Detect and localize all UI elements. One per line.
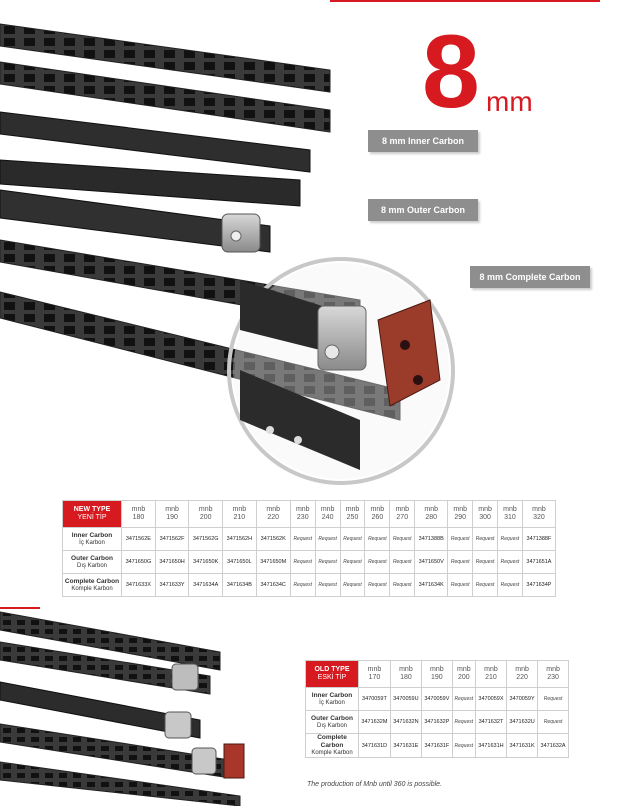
table-cell: Request (290, 551, 315, 574)
table-cell: 3471634B (223, 574, 256, 597)
table-cell: 3471632U (507, 711, 538, 734)
table-cell: Request (290, 528, 315, 551)
row-label: Inner Carbon İç Karbon (63, 528, 122, 551)
table-row (306, 734, 569, 758)
table-cell: Request (498, 551, 523, 574)
column-header: mnb 230 (290, 501, 315, 528)
table-cell: 3471634A (189, 574, 223, 597)
old-type-subtitle: ESKİ TİP (317, 674, 347, 681)
table-cell: 3471650G (122, 551, 156, 574)
table-cell: Request (452, 688, 475, 711)
row-label: Complete Carbon Komple Karbon (63, 574, 122, 597)
table-cell: 3471632M (359, 711, 391, 734)
table-cell: 3471632T (475, 711, 506, 734)
table-cell: 3471650H (155, 551, 188, 574)
size-unit: mm (486, 86, 533, 117)
column-header: mnb 280 (415, 501, 448, 528)
table-cell: 3471632P (421, 711, 452, 734)
table-cell: 3471651A (522, 551, 555, 574)
new-type-subtitle: YENİ TİP (77, 514, 107, 521)
table-cell: Request (365, 574, 390, 597)
table-cell: Request (538, 711, 569, 734)
column-header: mnb 180 (390, 661, 421, 688)
table-cell: 3470059Y (507, 688, 538, 711)
column-header: mnb 320 (522, 501, 555, 528)
row-label: Outer Carbon Dış Karbon (306, 711, 359, 734)
table-cell: Request (315, 551, 340, 574)
table-cell: Request (498, 574, 523, 597)
column-header: mnb 220 (507, 661, 538, 688)
new-type-table (62, 500, 556, 597)
outer-carbon-label: 8 mm Outer Carbon (368, 199, 478, 221)
table-cell: 3471633Y (155, 574, 188, 597)
table-row (306, 688, 569, 711)
column-header: mnb 190 (421, 661, 452, 688)
table-cell: Request (390, 574, 415, 597)
table-cell: 3471562E (122, 528, 156, 551)
table-cell: Request (390, 551, 415, 574)
column-header: mnb 270 (390, 501, 415, 528)
carbon-rails-photo (0, 0, 480, 492)
table-cell: 3471650L (223, 551, 256, 574)
old-type-rails-photo (0, 600, 255, 806)
table-cell: Request (452, 711, 475, 734)
table-row (63, 574, 556, 597)
table-cell: 3471562K (256, 528, 290, 551)
inner-carbon-label: 8 mm Inner Carbon (368, 130, 478, 152)
column-header: mnb 200 (189, 501, 223, 528)
row-label: Complete Carbon Komple Karbon (306, 734, 359, 758)
table-cell: 3471562G (189, 528, 223, 551)
table-cell: Request (315, 574, 340, 597)
table-cell: Request (390, 528, 415, 551)
column-header: mnb 210 (475, 661, 506, 688)
table-cell: 3470059X (475, 688, 506, 711)
column-header: mnb 310 (498, 501, 523, 528)
table-cell: Request (538, 688, 569, 711)
size-title (422, 14, 533, 130)
table-cell: Request (340, 528, 365, 551)
table-cell: 3471388B (415, 528, 448, 551)
column-header: mnb 260 (365, 501, 390, 528)
table-cell: 3470059V (421, 688, 452, 711)
row-label: Inner Carbon İç Karbon (306, 688, 359, 711)
table-cell: 3471632N (390, 711, 421, 734)
table-cell: 3471650K (189, 551, 223, 574)
old-type-table (305, 660, 569, 758)
table-cell: 3471634K (415, 574, 448, 597)
column-header: mnb 190 (155, 501, 188, 528)
table-cell: 3471631D (359, 734, 391, 758)
column-header: mnb 180 (122, 501, 156, 528)
table-cell: Request (498, 528, 523, 551)
column-header: mnb 300 (473, 501, 498, 528)
table-cell: 3471631K (507, 734, 538, 758)
row-label: Outer Carbon Dış Karbon (63, 551, 122, 574)
table-cell: 3471631F (421, 734, 452, 758)
table-row (63, 551, 556, 574)
table-cell: 3470059U (390, 688, 421, 711)
table-cell: Request (448, 551, 473, 574)
table-cell: 3471650M (256, 551, 290, 574)
table-cell: 3471631H (475, 734, 506, 758)
table-cell: 3471650V (415, 551, 448, 574)
column-header: mnb 290 (448, 501, 473, 528)
complete-carbon-label: 8 mm Complete Carbon (470, 266, 590, 288)
table-cell: 3471634P (522, 574, 555, 597)
table-cell: Request (365, 528, 390, 551)
table-cell: 3470059T (359, 688, 391, 711)
table-row (63, 528, 556, 551)
column-header: mnb 210 (223, 501, 256, 528)
size-number: 8 (422, 14, 480, 130)
old-type-title: OLD TYPE (314, 666, 350, 673)
new-type-header (63, 501, 122, 528)
table-cell: 3471388F (522, 528, 555, 551)
column-header: mnb 220 (256, 501, 290, 528)
table-cell: Request (290, 574, 315, 597)
table-cell: 3471633X (122, 574, 156, 597)
column-header: mnb 170 (359, 661, 391, 688)
table-cell: 3471632A (538, 734, 569, 758)
table-cell: 3471631E (390, 734, 421, 758)
table-cell: Request (448, 528, 473, 551)
old-type-header (306, 661, 359, 688)
table-cell: Request (340, 551, 365, 574)
table-cell: Request (365, 551, 390, 574)
table-cell: Request (340, 574, 365, 597)
table-row (306, 711, 569, 734)
table-cell: Request (473, 574, 498, 597)
table-cell: 3471562H (223, 528, 256, 551)
table-cell: Request (473, 528, 498, 551)
column-header: mnb 200 (452, 661, 475, 688)
column-header: mnb 230 (538, 661, 569, 688)
column-header: mnb 250 (340, 501, 365, 528)
table-cell: Request (315, 528, 340, 551)
new-type-title: NEW TYPE (73, 506, 111, 513)
production-note: The production of Mnb until 360 is possible. (307, 781, 443, 788)
column-header: mnb 240 (315, 501, 340, 528)
table-cell: Request (452, 734, 475, 758)
table-cell: Request (448, 574, 473, 597)
table-cell: 3471562F (155, 528, 188, 551)
table-cell: Request (473, 551, 498, 574)
table-cell: 3471634C (256, 574, 290, 597)
